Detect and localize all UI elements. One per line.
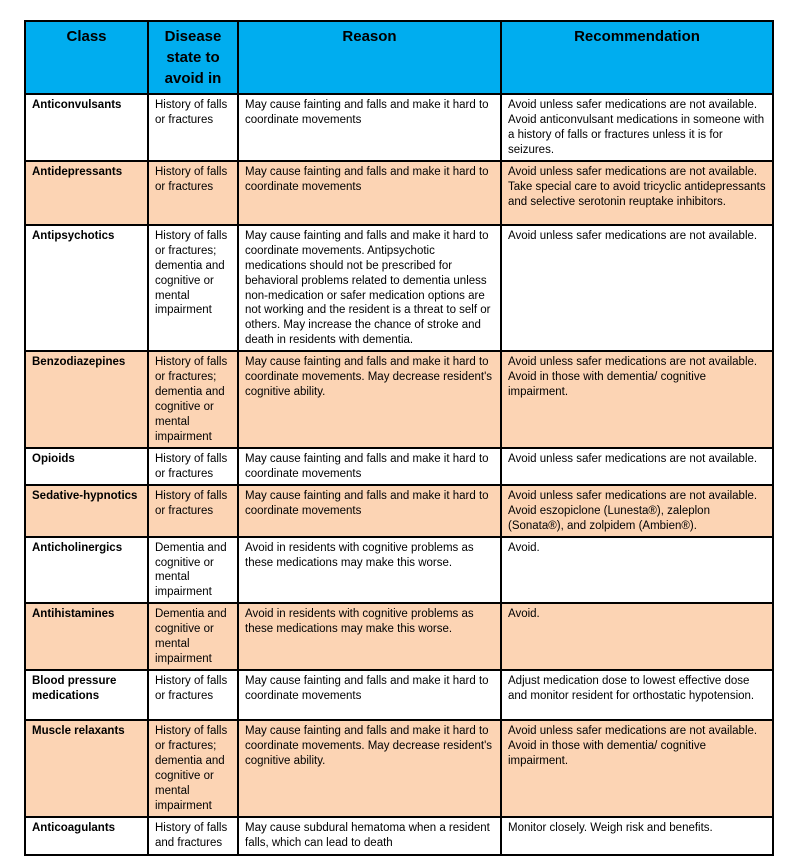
table-row (25, 94, 773, 161)
class-cell: Antihistamines (25, 603, 148, 670)
class-cell: Benzodiazepines (25, 351, 148, 448)
recommendation-cell: Avoid unless safer medications are not available. Avoid in those with dementia/ cognitive impairment. (501, 351, 773, 448)
recommendation-cell: Avoid. (501, 537, 773, 604)
reason-cell: May cause fainting and falls and make it hard to coordinate movements (238, 94, 501, 161)
header-row (25, 21, 773, 94)
table-row (25, 225, 773, 352)
table-row (25, 817, 773, 855)
table-row (25, 720, 773, 817)
medication-safety-table (24, 20, 774, 856)
reason-cell: May cause fainting and falls and make it hard to coordinate movements (238, 670, 501, 720)
class-cell: Muscle relaxants (25, 720, 148, 817)
class-cell: Blood pressure medications (25, 670, 148, 720)
class-cell: Antipsychotics (25, 225, 148, 352)
header-reason: Reason (238, 21, 501, 94)
class-cell: Anticonvulsants (25, 94, 148, 161)
recommendation-cell: Avoid unless safer medications are not available. Take special care to avoid tricyclic antidepressants and selective serotonin reuptake inhibitors. (501, 161, 773, 225)
disease-cell: History of falls or fractures; dementia and cognitive or mental impairment (148, 720, 238, 817)
reason-cell: May cause fainting and falls and make it hard to coordinate movements. Antipsychotic medications should not be prescribed for behavioral problems related to dementia unless non-medication or safer medication options are not working and the resident is a threat to self or others. May increase the chance of stroke and death in residents with dementia. (238, 225, 501, 352)
reason-cell: May cause fainting and falls and make it hard to coordinate movements. May decrease resident's cognitive ability. (238, 720, 501, 817)
reason-cell: Avoid in residents with cognitive problems as these medications may make this worse. (238, 603, 501, 670)
disease-cell: History of falls and fractures (148, 817, 238, 855)
table-row (25, 351, 773, 448)
class-cell: Antidepressants (25, 161, 148, 225)
header-class: Class (25, 21, 148, 94)
disease-cell: History of falls or fractures (148, 485, 238, 537)
recommendation-cell: Avoid. (501, 603, 773, 670)
disease-cell: History of falls or fractures; dementia and cognitive or mental impairment (148, 225, 238, 352)
disease-cell: Dementia and cognitive or mental impairment (148, 537, 238, 604)
disease-cell: History of falls or fractures (148, 161, 238, 225)
disease-cell: History of falls or fractures (148, 670, 238, 720)
table-row (25, 448, 773, 485)
header-recommendation: Recommendation (501, 21, 773, 94)
reason-cell: May cause subdural hematoma when a resident falls, which can lead to death (238, 817, 501, 855)
reason-cell: May cause fainting and falls and make it hard to coordinate movements (238, 161, 501, 225)
table-row (25, 670, 773, 720)
disease-cell: History of falls or fractures; dementia and cognitive or mental impairment (148, 351, 238, 448)
disease-cell: Dementia and cognitive or mental impairment (148, 603, 238, 670)
class-cell: Anticholinergics (25, 537, 148, 604)
table-row (25, 485, 773, 537)
header-disease-state: Disease state to avoid in (148, 21, 238, 94)
class-cell: Anticoagulants (25, 817, 148, 855)
table-body (25, 94, 773, 855)
recommendation-cell: Monitor closely. Weigh risk and benefits. (501, 817, 773, 855)
recommendation-cell: Avoid unless safer medications are not available. Avoid anticonvulsant medications in someone with a history of falls or fractures unless it is for seizures. (501, 94, 773, 161)
recommendation-cell: Avoid unless safer medications are not available. (501, 448, 773, 485)
reason-cell: Avoid in residents with cognitive problems as these medications may make this worse. (238, 537, 501, 604)
reason-cell: May cause fainting and falls and make it hard to coordinate movements. May decrease resident's cognitive ability. (238, 351, 501, 448)
reason-cell: May cause fainting and falls and make it hard to coordinate movements (238, 448, 501, 485)
disease-cell: History of falls or fractures (148, 448, 238, 485)
class-cell: Opioids (25, 448, 148, 485)
disease-cell: History of falls or fractures (148, 94, 238, 161)
table-row (25, 161, 773, 225)
reason-cell: May cause fainting and falls and make it hard to coordinate movements (238, 485, 501, 537)
recommendation-cell: Adjust medication dose to lowest effective dose and monitor resident for orthostatic hypotension. (501, 670, 773, 720)
table-row (25, 537, 773, 604)
recommendation-cell: Avoid unless safer medications are not available. (501, 225, 773, 352)
class-cell: Sedative-hypnotics (25, 485, 148, 537)
table-row (25, 603, 773, 670)
recommendation-cell: Avoid unless safer medications are not available. Avoid eszopiclone (Lunesta®), zaleplon (Sonata®), and zolpidem (Ambien®). (501, 485, 773, 537)
recommendation-cell: Avoid unless safer medications are not available. Avoid in those with dementia/ cognitive impairment. (501, 720, 773, 817)
